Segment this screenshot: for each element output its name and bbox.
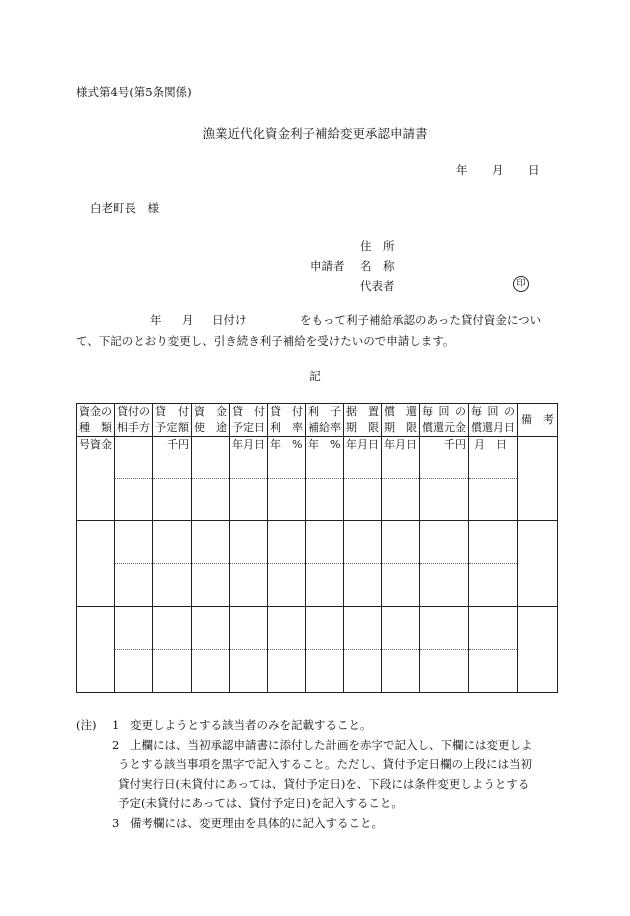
date-month: 月 [492,163,504,177]
body-dated: 日付け [212,313,247,327]
cell [153,607,192,650]
cell-unit-repayment: 年月日 [382,437,420,479]
cell [306,650,344,693]
representative-label: 代表者 [360,279,395,293]
cell-unit-deferment: 年月日 [344,437,382,479]
note-3-number: 3 [112,815,120,830]
cell [230,479,268,521]
cell-unit-date: 年月日 [230,437,268,479]
cell [469,607,518,650]
cell [469,650,518,693]
cell [382,521,420,564]
cell [344,564,382,607]
cell [518,521,558,607]
cell [192,437,230,479]
document-title: 漁業近代化資金利子補給変更承認申請書 [202,126,428,141]
cell [230,650,268,693]
cell [382,607,420,650]
cell [469,521,518,564]
header-fund-use: 資 金 使 途 [192,404,230,437]
notes-section [76,716,566,834]
cell [192,521,230,564]
cell [306,607,344,650]
cell [268,564,306,607]
addressee: 白老町長 様 [90,201,159,215]
cell [344,650,382,693]
header-remarks: 備 考 [518,404,558,437]
cell [153,564,192,607]
cell [192,607,230,650]
cell [344,479,382,521]
cell [469,564,518,607]
cell [230,607,268,650]
cell [469,479,518,521]
cell [115,650,153,693]
note-2-number: 2 [112,737,120,752]
cell [153,650,192,693]
note-2-line-4: 予定(未貸付にあっては、貸付予定日)を記入すること。 [118,796,403,811]
cell [268,607,306,650]
note-2-line-2: うとする該当事項を黒字で記入すること。ただし、貸付予定日欄の上段には当初 [118,757,532,772]
note-2-line-1: 上欄には、当初承認申請書に添付した計画を赤字で記入し、下欄には変更しよ [130,737,533,752]
form-number: 様式第4号(第5条関係) [76,85,192,99]
cell [344,607,382,650]
cell [115,521,153,564]
cell [268,650,306,693]
date-year: 年 [456,163,468,177]
cell [230,521,268,564]
cell [115,437,153,479]
note-1-text: 変更しようとする該当者のみを記載すること。 [130,718,372,732]
header-fund-type: 資金の 種 類 [77,404,115,437]
header-subsidy-rate: 利 子 補給率 [306,404,344,437]
cell [306,479,344,521]
cell [306,521,344,564]
date-day: 日 [528,163,540,177]
header-deferment-deadline: 据 置 期 限 [344,404,382,437]
cell-remarks [518,437,558,521]
header-planned-amount: 貸 付 予定額 [153,404,192,437]
cell [420,607,469,650]
note-1-number: 1 [112,718,120,732]
cell [192,479,230,521]
cell-unit-monthday: 月 日 [469,437,518,479]
cell [268,521,306,564]
cell [77,521,115,607]
cell [382,564,420,607]
cell [420,650,469,693]
body-month: 月 [182,313,194,327]
cell-unit-rate: 年 % [268,437,306,479]
cell [153,479,192,521]
cell [192,564,230,607]
body-line1-rest: をもって利子補給承認のあった貸付資金につい [300,313,542,327]
cell [420,479,469,521]
cell [306,564,344,607]
cell [115,479,153,521]
request-paragraph [76,310,558,352]
cell [518,607,558,693]
cell [230,564,268,607]
cell [115,607,153,650]
header-planned-date: 貸 付 予定日 [230,404,268,437]
cell [420,521,469,564]
applicant-block [310,236,510,296]
body-year: 年 [150,313,162,327]
ki-heading: 記 [309,369,321,383]
cell-unit-subsidy: 年 % [306,437,344,479]
cell-unit-principal: 千円 [420,437,469,479]
header-loan-rate: 貸 付 利 率 [268,404,306,437]
cell [382,479,420,521]
note-2-line-3: 貸付実行日(未貸付にあっては、貸付予定日)を、下段には条件変更しようとする [118,776,530,791]
seal-mark: 印 [513,276,529,292]
applicant-role-label: 申請者 [310,259,345,273]
address-label: 住 所 [360,239,395,253]
notes-label: (注) [76,718,97,732]
cell [268,479,306,521]
name-label: 名 称 [360,259,395,273]
cell [153,521,192,564]
loan-change-table [76,403,558,693]
cell-unit-amount: 千円 [153,437,192,479]
body-line2: て、下記のとおり変更し、引き続き利子補給を受けたいので申請します。 [76,334,455,348]
cell [77,607,115,693]
cell [344,521,382,564]
cell [382,650,420,693]
note-3-text: 備考欄には、変更理由を具体的に記入すること。 [130,815,383,830]
cell [192,650,230,693]
header-principal-per-payment: 毎 回 の 償還元金 [420,404,469,437]
cell [115,564,153,607]
cell-fund-type: 号資金 [77,437,115,521]
header-repayment-date: 毎 回 の 償還月日 [469,404,518,437]
header-borrower: 貸付の 相手方 [115,404,153,437]
header-repayment-deadline: 償 還 期 限 [382,404,420,437]
cell [420,564,469,607]
